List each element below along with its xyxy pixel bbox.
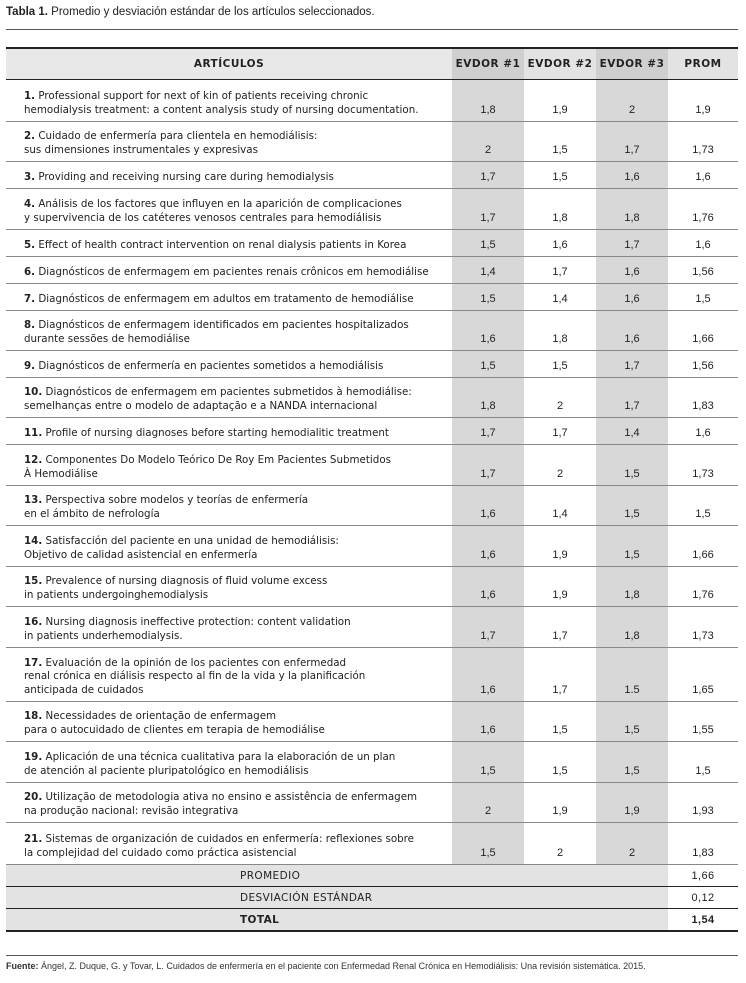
evdor-2-score: 1,7 [524, 648, 596, 702]
article-title-text: sus dimensiones instrumentales y expresivas [24, 143, 258, 156]
evdor-1-score: 1,7 [452, 418, 524, 445]
prom-score: 1,93 [668, 783, 738, 823]
article-title-line [24, 833, 446, 847]
table-row [6, 378, 738, 418]
article-number: 2. [24, 130, 36, 142]
prom-score: 1,76 [668, 567, 738, 607]
article-title-line [24, 549, 446, 563]
evdor-3-score: 1,5 [596, 742, 668, 783]
article-title-text: para o autocuidado de clientes em terapia de hemodiálise [24, 723, 325, 736]
prom-score: 1,6 [668, 418, 738, 445]
table-row [6, 257, 738, 284]
evdor-2-score: 1,9 [524, 567, 596, 607]
evdor-1-score: 2 [452, 122, 524, 162]
article-title-line [24, 333, 446, 347]
article-cell [6, 702, 452, 742]
article-title-line [24, 494, 446, 508]
article-title-text: in patients undergoinghemodialysis [24, 588, 209, 601]
evdor-1-score: 1,7 [452, 189, 524, 230]
article-title-text: Diagnósticos de enfermagem em pacientes submetidos à hemodiálise: [45, 386, 412, 398]
evdor-3-score: 1,8 [596, 189, 668, 230]
promedio-label: PROMEDIO [6, 865, 668, 887]
article-cell [6, 230, 452, 257]
evdor-3-score: 1,8 [596, 607, 668, 648]
top-rule [6, 29, 738, 30]
article-title-text: en el ámbito de nefrología [24, 507, 160, 520]
article-number: 1. [24, 90, 36, 102]
promedio-value: 1,66 [668, 865, 738, 887]
prom-score: 1,5 [668, 486, 738, 526]
article-title-text: Perspectiva sobre modelos y teorías de enfermería [45, 494, 309, 506]
article-title-line [24, 400, 446, 414]
evdor-2-score: 1,7 [524, 418, 596, 445]
prom-score: 1,56 [668, 257, 738, 284]
evdor-1-score: 1,5 [452, 284, 524, 311]
prom-score: 1,6 [668, 162, 738, 189]
evdor-1-score: 1,4 [452, 257, 524, 284]
prom-score: 1,83 [668, 823, 738, 865]
article-number: 19. [24, 751, 43, 763]
evdor-1-score: 1,6 [452, 526, 524, 567]
article-title-text: Satisfacción del paciente en una unidad de hemodiálisis: [45, 535, 339, 547]
article-title-line [24, 239, 446, 253]
prom-score: 1,9 [668, 80, 738, 122]
table-row [6, 648, 738, 702]
evdor-2-score: 1,9 [524, 526, 596, 567]
evdor-2-score: 1,4 [524, 284, 596, 311]
evdor-2-score: 1,5 [524, 351, 596, 378]
evdor-2-score: 1,7 [524, 257, 596, 284]
article-title-line [24, 266, 446, 280]
article-title-text: Diagnósticos de enfermagem em adultos em tratamento de hemodiálise [38, 292, 414, 305]
evdor-3-score: 1,5 [596, 702, 668, 742]
table-row [6, 122, 738, 162]
article-title-text: semelhanças entre o modelo de adaptação e a NANDA internacional [24, 399, 378, 412]
article-number: 14. [24, 535, 43, 547]
evdor-3-score: 1,6 [596, 311, 668, 351]
source-label: Fuente: [6, 961, 39, 971]
article-title-line [24, 386, 446, 400]
article-title-text: Diagnósticos de enfermagem identificados em pacientes hospitalizados [38, 319, 409, 331]
table-caption [6, 6, 375, 18]
evdor-2-score: 1,9 [524, 783, 596, 823]
article-title-text: Objetivo de calidad asistencial en enfermería [24, 548, 258, 561]
evdor-2-score: 1,5 [524, 122, 596, 162]
evdor-1-score: 1,7 [452, 607, 524, 648]
article-cell [6, 378, 452, 418]
article-title-text: Necessidades de orientação de enfermagem [45, 710, 277, 722]
prom-score: 1,55 [668, 702, 738, 742]
header-prom: PROM [668, 48, 738, 80]
bottom-rule [6, 955, 738, 956]
evdor-3-score: 1.5 [596, 648, 668, 702]
table-row [6, 823, 738, 865]
evdor-2-score: 1,9 [524, 80, 596, 122]
prom-score: 1,73 [668, 122, 738, 162]
desviacion-label: DESVIACIÓN ESTÁNDAR [6, 887, 668, 909]
total-value: 1,54 [668, 909, 738, 932]
evdor-3-score: 1,7 [596, 122, 668, 162]
article-title-text: Evaluación de la opinión de los pacientes con enfermedad [45, 656, 347, 669]
summary-desviacion-row [6, 887, 738, 909]
evdor-3-score: 1,8 [596, 567, 668, 607]
article-title-line [24, 630, 446, 644]
evdor-2-score: 1,6 [524, 230, 596, 257]
article-number: 12. [24, 454, 43, 466]
table-row [6, 162, 738, 189]
table-row [6, 486, 738, 526]
caption-text: Promedio y desviación estándar de los artículos seleccionados. [51, 6, 375, 18]
header-evdor-2: EVDOR #2 [524, 48, 596, 80]
article-title-line [24, 710, 446, 724]
evdor-3-score: 1,5 [596, 445, 668, 486]
article-title-text: Análisis de los factores que influyen en la aparición de complicaciones [38, 198, 402, 210]
article-number: 6. [24, 265, 36, 278]
article-title-text: Sistemas de organización de cuidados en enfermería: reflexiones sobre [45, 833, 415, 845]
article-title-text: Diagnósticos de enfermagem em pacientes renais crônicos em hemodiálise [38, 265, 429, 278]
article-title-line [24, 293, 446, 307]
article-title-text: y supervivencia de los catéteres venosos centrales para hemodiálisis [24, 211, 382, 224]
article-cell [6, 257, 452, 284]
article-number: 3. [24, 170, 36, 183]
article-title-line [24, 104, 446, 118]
article-cell [6, 311, 452, 351]
summary-promedio-row [6, 865, 738, 887]
article-title-line [24, 657, 446, 671]
evdor-1-score: 1,7 [452, 162, 524, 189]
evdor-1-score: 1,6 [452, 486, 524, 526]
table-row [6, 742, 738, 783]
article-title-line [24, 468, 446, 482]
article-title-text: Professional support for next of kin of patients receiving chronic [38, 90, 369, 102]
article-title-line [24, 791, 446, 805]
article-title-line [24, 724, 446, 738]
article-cell [6, 418, 452, 445]
article-title-line [24, 616, 446, 630]
article-title-text: Diagnósticos de enfermería en pacientes sometidos a hemodiálisis [38, 359, 384, 372]
article-cell [6, 284, 452, 311]
article-title-line [24, 427, 446, 441]
article-number: 20. [24, 791, 43, 803]
table-row [6, 567, 738, 607]
article-title-line [24, 589, 446, 603]
article-title-text: durante sessões de hemodiálise [24, 332, 190, 345]
article-title-text: À Hemodiálise [24, 467, 98, 480]
article-number: 15. [24, 575, 43, 587]
article-cell [6, 648, 452, 702]
evdor-2-score: 1,8 [524, 189, 596, 230]
table-row [6, 418, 738, 445]
prom-score: 1,56 [668, 351, 738, 378]
prom-score: 1,73 [668, 445, 738, 486]
article-title-line [24, 454, 446, 468]
prom-score: 1,83 [668, 378, 738, 418]
article-title-line [24, 535, 446, 549]
article-cell [6, 445, 452, 486]
evdor-3-score: 1,4 [596, 418, 668, 445]
article-title-line [24, 130, 446, 144]
evdor-1-score: 1,7 [452, 445, 524, 486]
evdor-3-score: 2 [596, 80, 668, 122]
article-cell [6, 823, 452, 865]
article-title-line [24, 508, 446, 522]
article-title-text: Prevalence of nursing diagnosis of fluid volume excess [45, 575, 328, 587]
article-cell [6, 80, 452, 122]
evaluation-table [6, 47, 738, 932]
total-label: TOTAL [6, 909, 668, 932]
table-row [6, 526, 738, 567]
article-title-line [24, 212, 446, 226]
article-title-line [24, 847, 446, 861]
evdor-3-score: 1,6 [596, 162, 668, 189]
article-title-text: Aplicación de una técnica cualitativa para la elaboración de un plan [45, 751, 396, 763]
article-cell [6, 607, 452, 648]
article-title-line [24, 765, 446, 779]
evdor-2-score: 1,4 [524, 486, 596, 526]
article-title-text: Componentes Do Modelo Teórico De Roy Em Pacientes Submetidos [45, 454, 391, 466]
caption-label: Tabla 1. [6, 6, 48, 18]
evdor-3-score: 1,7 [596, 351, 668, 378]
article-title-text: Effect of health contract intervention on renal dialysis patients in Korea [38, 238, 407, 251]
article-cell [6, 486, 452, 526]
evdor-1-score: 1,6 [452, 311, 524, 351]
evdor-1-score: 1,6 [452, 648, 524, 702]
evdor-1-score: 1,6 [452, 702, 524, 742]
article-number: 13. [24, 494, 43, 506]
article-title-text: Providing and receiving nursing care during hemodialysis [38, 170, 334, 183]
article-title-text: la complejidad del cuidado como práctica asistencial [24, 846, 297, 859]
article-number: 4. [24, 198, 36, 210]
article-number: 17. [24, 656, 43, 669]
evdor-2-score: 2 [524, 445, 596, 486]
article-title-line [24, 751, 446, 765]
article-cell [6, 122, 452, 162]
article-title-text: de atención al paciente pluripatológico en hemodiálisis [24, 764, 309, 777]
article-title-line [24, 319, 446, 333]
article-number: 18. [24, 710, 43, 722]
article-cell [6, 567, 452, 607]
prom-score: 1,6 [668, 230, 738, 257]
evdor-1-score: 1,5 [452, 742, 524, 783]
table-row [6, 80, 738, 122]
table-row [6, 351, 738, 378]
summary-total-row [6, 909, 738, 932]
evdor-2-score: 1,8 [524, 311, 596, 351]
table-row [6, 311, 738, 351]
article-cell [6, 162, 452, 189]
article-title-text: Utilização de metodologia ativa no ensino e assistência de enfermagem [45, 791, 418, 803]
article-title-text: in patients underhemodialysis. [24, 629, 183, 642]
article-title-text: anticipada de cuidados [24, 683, 144, 696]
evdor-3-score: 1,6 [596, 257, 668, 284]
evdor-3-score: 1,5 [596, 486, 668, 526]
table-source [6, 961, 646, 971]
article-title-text: hemodialysis treatment: a content analysis study of nursing documentation. [24, 103, 419, 116]
evdor-1-score: 2 [452, 783, 524, 823]
evdor-3-score: 2 [596, 823, 668, 865]
evdor-1-score: 1,6 [452, 567, 524, 607]
table-row [6, 607, 738, 648]
article-title-line [24, 360, 446, 374]
article-title-text: Nursing diagnosis ineffective protection: content validation [45, 616, 351, 628]
evdor-1-score: 1,8 [452, 378, 524, 418]
article-number: 16. [24, 616, 43, 628]
desviacion-value: 0,12 [668, 887, 738, 909]
prom-score: 1,73 [668, 607, 738, 648]
header-articulos: ARTÍCULOS [6, 48, 452, 80]
article-cell [6, 189, 452, 230]
evdor-1-score: 1,5 [452, 351, 524, 378]
evdor-1-score: 1,8 [452, 80, 524, 122]
header-evdor-3: EVDOR #3 [596, 48, 668, 80]
article-number: 5. [24, 238, 36, 251]
article-number: 7. [24, 292, 36, 305]
article-number: 9. [24, 359, 36, 372]
article-title-text: Profile of nursing diagnoses before starting hemodialitic treatment [45, 426, 389, 439]
evdor-3-score: 1,7 [596, 230, 668, 257]
article-number: 8. [24, 319, 36, 331]
article-title-line [24, 144, 446, 158]
article-cell [6, 783, 452, 823]
article-number: 21. [24, 833, 43, 845]
table-row [6, 284, 738, 311]
evdor-3-score: 1,5 [596, 526, 668, 567]
article-cell [6, 742, 452, 783]
article-number: 10. [24, 386, 43, 398]
header-row [6, 48, 738, 80]
prom-score: 1,5 [668, 284, 738, 311]
article-title-text: Cuidado de enfermería para clientela en hemodiálisis: [38, 130, 318, 142]
header-evdor-1: EVDOR #1 [452, 48, 524, 80]
article-title-line [24, 90, 446, 104]
evdor-2-score: 2 [524, 378, 596, 418]
evdor-1-score: 1,5 [452, 823, 524, 865]
table-row [6, 445, 738, 486]
article-cell [6, 526, 452, 567]
table-row [6, 189, 738, 230]
article-title-text: renal crónica en diálisis respecto al fin de la vida y la planificación [24, 670, 366, 682]
evdor-2-score: 1,5 [524, 742, 596, 783]
article-cell [6, 351, 452, 378]
table-row [6, 702, 738, 742]
prom-score: 1,5 [668, 742, 738, 783]
article-title-line [24, 670, 446, 684]
article-title-line [24, 684, 446, 698]
evdor-2-score: 1,7 [524, 607, 596, 648]
table-row [6, 230, 738, 257]
prom-score: 1,76 [668, 189, 738, 230]
article-title-line [24, 575, 446, 589]
prom-score: 1,66 [668, 311, 738, 351]
article-title-line [24, 198, 446, 212]
prom-score: 1,66 [668, 526, 738, 567]
evdor-2-score: 2 [524, 823, 596, 865]
article-title-text: na produção nacional: revisão integrativa [24, 804, 239, 817]
evdor-3-score: 1,9 [596, 783, 668, 823]
evdor-1-score: 1,5 [452, 230, 524, 257]
evdor-2-score: 1,5 [524, 162, 596, 189]
article-title-line [24, 171, 446, 185]
source-text: Ángel, Z. Duque, G. y Tovar, L. Cuidados de enfermería en el paciente con Enfermedad Renal Crónica en Hemodiálisis: Una revisión sistemática. 2015. [41, 961, 646, 971]
evdor-3-score: 1,6 [596, 284, 668, 311]
article-title-line [24, 805, 446, 819]
article-number: 11. [24, 426, 43, 439]
evdor-2-score: 1,5 [524, 702, 596, 742]
table-row [6, 783, 738, 823]
prom-score: 1,65 [668, 648, 738, 702]
evdor-3-score: 1,7 [596, 378, 668, 418]
